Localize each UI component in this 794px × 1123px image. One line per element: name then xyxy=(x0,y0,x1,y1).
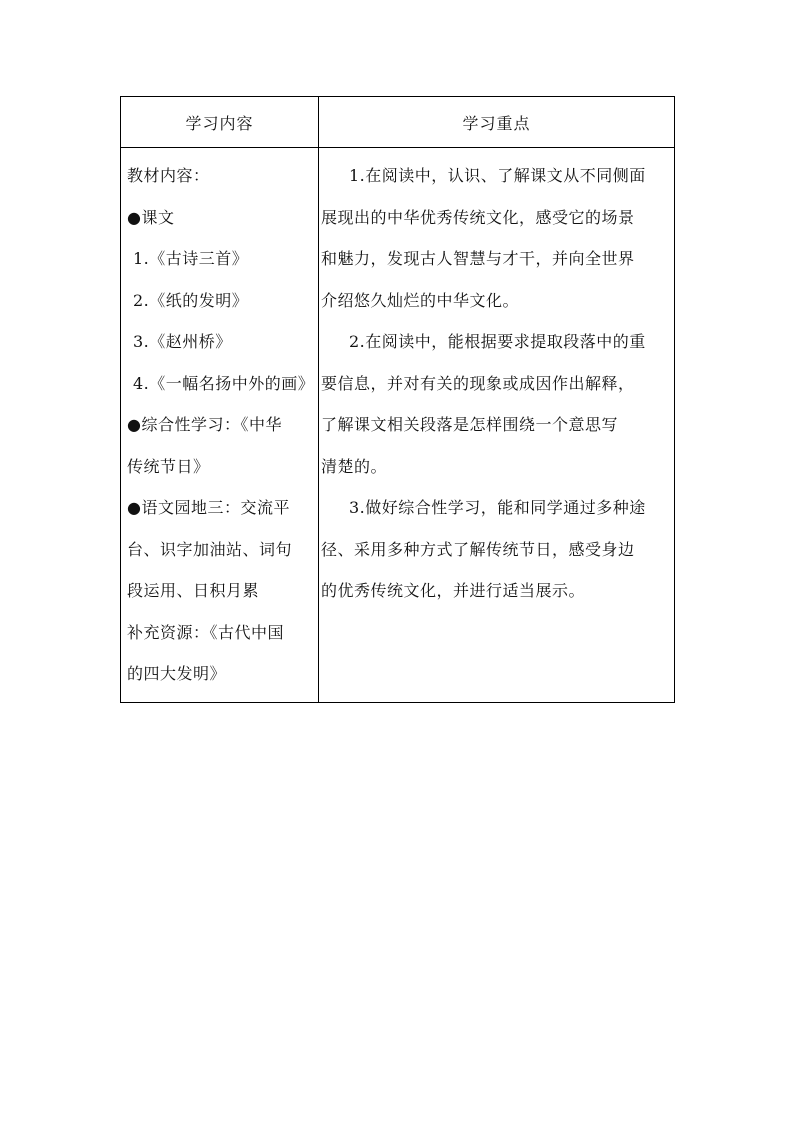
content-line: ●课文 xyxy=(127,207,175,227)
table-header-row xyxy=(121,97,675,148)
learning-content-cell xyxy=(121,148,319,703)
content-line: ●语文园地三：交流平 xyxy=(127,498,290,517)
learning-plan-table xyxy=(120,96,675,703)
content-line: 段运用、日积月累 xyxy=(127,581,260,600)
focus-line: 了解课文相关段落是怎样围绕一个意思写 xyxy=(321,415,619,434)
content-line: 2.《纸的发明》 xyxy=(133,290,249,310)
focus-line: 1.在阅读中，认识、了解课文从不同侧面 xyxy=(349,166,646,185)
focus-line: 和魅力，发现古人智慧与才干，并向全世界 xyxy=(321,249,635,268)
focus-line: 清楚的。 xyxy=(321,456,388,476)
focus-line: 2.在阅读中，能根据要求提取段落中的重 xyxy=(349,332,646,351)
content-line: 的四大发明》 xyxy=(127,664,227,683)
content-line: 3.《赵州桥》 xyxy=(133,332,232,351)
content-line: 1.《古诗三首》 xyxy=(133,249,249,268)
content-line: 补充资源：《古代中国 xyxy=(127,622,285,642)
focus-line: 介绍悠久灿烂的中华文化。 xyxy=(321,290,520,310)
table-body-row xyxy=(121,148,675,703)
focus-line: 的优秀传统文化，并进行适当展示。 xyxy=(321,581,586,600)
focus-line: 3.做好综合性学习，能和同学通过多种途 xyxy=(349,498,646,517)
content-line: 教材内容： xyxy=(127,166,210,185)
header-learning-content: 学习内容 xyxy=(121,97,319,148)
focus-line: 要信息，并对有关的现象或成因作出解释， xyxy=(321,373,635,393)
header-learning-focus: 学习重点 xyxy=(319,97,675,148)
content-line: 4.《一幅名扬中外的画》 xyxy=(133,373,315,393)
content-line: 传统节日》 xyxy=(127,456,210,476)
focus-line: 径、采用多种方式了解传统节日，感受身边 xyxy=(321,539,635,559)
content-line: ●综合性学习：《中华 xyxy=(127,415,282,434)
learning-focus-cell xyxy=(319,148,675,703)
content-line: 台、识字加油站、词句 xyxy=(127,539,293,559)
focus-line: 展现出的中华优秀传统文化，感受它的场景 xyxy=(321,207,635,227)
